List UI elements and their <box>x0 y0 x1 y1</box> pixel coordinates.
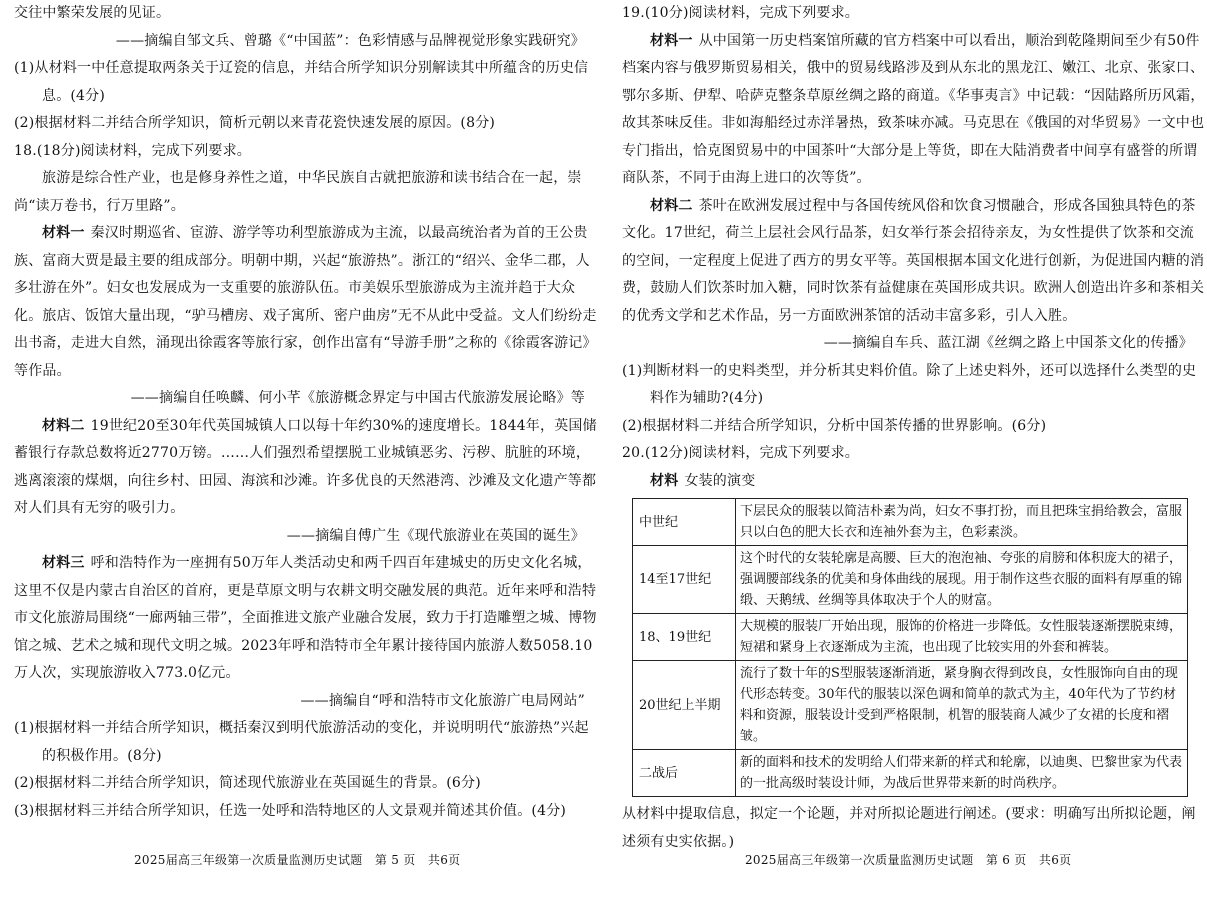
material-label: 材料三 <box>42 555 85 571</box>
table-row <box>633 750 1188 797</box>
table-row <box>633 499 1188 546</box>
material-label: 材料二 <box>650 197 693 214</box>
material-text: 19世纪20至30年代英国城镇人口以每十年约30%的速度增长。1844年，英国储蓄银行存款总数将近2770万镑。……人们强烈希望摆脱工业城镇恶劣、污秽、肮脏的环境，逃离滚滚的煤烟，向往乡村、田园、海滨和沙滩。许多优良的天然港湾、沙滩及文化遗产等都对人们具有无穷的吸引力。 <box>14 417 597 516</box>
q19-item-2: (2)根据材料二并结合所学知识，分析中国茶传播的世界影响。(6分) <box>622 417 1047 434</box>
material-text: 茶叶在欧洲发展过程中与各国传统风俗和饮食习惯融合，形成各国独具特色的茶文化。17世纪，荷兰上层社会风行品茶，妇女举行茶会招待亲友，为女性提供了饮茶和交流的空间，一定程度上促进了西方的男女平等。英国根据本国文化进行创新，为促进国内糖的消费，鼓励人们饮茶时加入糖，同时饮茶有益健康在英国形成共识。欧洲人创造出许多和茶相关的优秀文学和艺术作品，另一方面欧洲茶馆的活动丰富多彩，引人入胜。 <box>622 197 1205 324</box>
page-6-footer: 2025届高三年级第一次质量监测历史试题 第 6 页 共6页 <box>745 853 1072 867</box>
material-text: 秦汉时期巡省、宦游、游学等功利型旅游成为主流，以最高统治者为首的王公贵族、富商大贾是最主要的组成部分。明朝中期，兴起“旅游热”。浙江的“绍兴、金华二郡，人多壮游在外”。妇女也发展成为一支重要的旅游队伍。市美娱乐型旅游成为主流并趋于大众化。旅店、饭馆大量出现，“驴马槽房、戏子寓所、密户曲房”无不从此中受益。文人们纷纷走出书斋，走进大自然，涌现出徐霞客等旅行家，创作出富有“导游手册”之称的《徐霞客游记》等作品。 <box>14 225 597 379</box>
table-row <box>633 546 1188 614</box>
q18-material-2-source: ——摘编自傅广生《现代旅游业在英国的诞生》 <box>286 527 585 544</box>
q19-item-1: (1)判断材料一的史料类型，并分析其史料价值。除了上述史料外，还可以选择什么类型的史料作为辅助?(4分) <box>622 362 1197 406</box>
q18-material-1 <box>14 220 599 385</box>
material-label: 材料 <box>650 472 679 489</box>
material-text: 从中国第一历史档案馆所藏的官方档案中可以看出，顺治到乾隆期间至少有50件档案内容与俄罗斯贸易相关，俄中的贸易线路涉及到从东北的黑龙江、嫩江、北京、张家口、鄂尔多斯、伊犁、哈萨克整条草原丝绸之路的商道。《华事夷言》中记载：“因陆路所历风霜，故其茶味反佳。非如海船经过赤洋暑热，致茶味亦减。马克思在《俄国的对华贸易》一文中也专门指出，恰克图贸易中的中国茶叶“大部分是上等货，即在大陆消费者中间享有盛誉的所谓商队茶，不同于由海上进口的次等货”。 <box>622 32 1205 186</box>
q19-heading: 19.(10分)阅读材料，完成下列要求。 <box>622 5 860 21</box>
description-cell: 大规模的服装厂开始出现，服饰的价格进一步降低。女性服装逐渐摆脱束缚，短裙和紧身上衣逐渐成为主流，也出现了比较实用的外套和裤装。 <box>736 614 1188 661</box>
description-cell: 新的面料和技术的发明给人们带来新的样式和轮廓，以迪奥、巴黎世家为代表的一批高级时装设计师，为战后世界带来新的时尚秩序。 <box>736 750 1188 797</box>
q18-material-3-source: ——摘编自“呼和浩特市文化旅游广电局网站” <box>300 692 585 709</box>
period-cell: 14至17世纪 <box>633 546 736 614</box>
material-text: 呼和浩特作为一座拥有50万年人类活动史和两千四百年建城史的历史文化名城，这里不仅是内蒙古自治区的首府，更是草原文明与农耕文明交融发展的典范。近年来呼和浩特市文化旅游局围绕“一廊两轴三带”，全面推进文旅产业融合发展，致力于打造雕塑之城、博物馆之城、艺术之城和现代文明之城。2023年呼和浩特市全年累计接待国内旅游人数5058.10万人次，实现旅游收入773.0亿元。 <box>14 555 597 681</box>
q17-item-2: (2)根据材料二并结合所学知识，简析元朝以来青花瓷快速发展的原因。(8分) <box>14 115 496 131</box>
material-title: 女装的演变 <box>684 472 756 489</box>
description-cell: 下层民众的服装以简洁朴素为尚，妇女不事打扮，而且把珠宝捐给教会，富服只以白色的肥大长衣和连袖外套为主，色彩素淡。 <box>736 499 1188 546</box>
q17-source: ——摘编自邹文兵、曾璐《“中国蓝”：色彩情感与品牌视觉形象实践研究》 <box>115 32 585 49</box>
period-cell: 18、19世纪 <box>633 614 736 661</box>
material-label: 材料二 <box>42 417 85 434</box>
period-cell: 二战后 <box>633 750 736 797</box>
q18-material-1-source: ——摘编自任唤麟、何小芊《旅游概念界定与中国古代旅游发展论略》等 <box>130 390 585 406</box>
material-label: 材料一 <box>42 225 85 241</box>
q19-material-2 <box>622 193 1207 331</box>
table-row <box>633 614 1188 661</box>
q19-material-1 <box>622 28 1207 193</box>
costume-table <box>632 498 1188 797</box>
q17-tail-text: 交往中繁荣发展的见证。 <box>14 5 171 21</box>
q20-material-title <box>622 468 1207 496</box>
page-5-footer: 2025届高三年级第一次质量监测历史试题 第 5 页 共6页 <box>134 853 461 867</box>
period-cell: 20世纪上半期 <box>633 661 736 750</box>
q18-heading: 18.(18分)阅读材料，完成下列要求。 <box>14 142 252 159</box>
q18-item-1: (1)根据材料一并结合所学知识，概括秦汉到明代旅游活动的变化，并说明明代“旅游热”兴起的积极作用。(8分) <box>14 720 589 764</box>
page-5 <box>14 0 599 825</box>
page-6 <box>622 0 1207 856</box>
description-cell: 这个时代的女装轮廓是高腰、巨大的泡泡袖、夸张的肩膀和体积庞大的裙子，强调腰部线条的优美和身体曲线的展现。用于制作这些衣服的面料有厚重的锦缎、天鹅绒、丝绸等具体取决于个人的财富。 <box>736 546 1188 614</box>
material-label: 材料一 <box>650 32 693 49</box>
q17-item-1: (1)从材料一中任意提取两条关于辽瓷的信息，并结合所学知识分别解读其中所蕴含的历史信息。(4分) <box>14 60 589 104</box>
q18-item-3: (3)根据材料三并结合所学知识，任选一处呼和浩特地区的人文景观并简述其价值。(4分) <box>14 802 567 819</box>
q18-material-3 <box>14 550 599 688</box>
period-cell: 中世纪 <box>633 499 736 546</box>
q18-material-2 <box>14 413 599 523</box>
table-row <box>633 661 1188 750</box>
q18-intro: 旅游是综合性产业，也是修身养性之道，中华民族自古就把旅游和读书结合在一起，崇尚“读万卷书，行万里路”。 <box>14 170 582 214</box>
q18-item-2: (2)根据材料二并结合所学知识，简述现代旅游业在英国诞生的背景。(6分) <box>14 775 481 791</box>
description-cell: 流行了数十年的S型服装逐渐消逝，紧身胸衣得到改良，女性服饰向自由的现代形态转变。30年代的服装以深色调和简单的款式为主，40年代为了节约材料和资源，服装设计受到严格限制，机智的服装商人减少了女裙的长度和褶皱。 <box>736 661 1188 750</box>
q19-source: ——摘编自车兵、蓝江湖《丝绸之路上中国茶文化的传播》 <box>823 335 1193 351</box>
q20-heading: 20.(12分)阅读材料，完成下列要求。 <box>622 445 860 461</box>
q20-task: 从材料中提取信息，拟定一个论题，并对所拟论题进行阐述。(要求：明确写出所拟论题，阐述须有史实依据。) <box>622 806 1196 850</box>
